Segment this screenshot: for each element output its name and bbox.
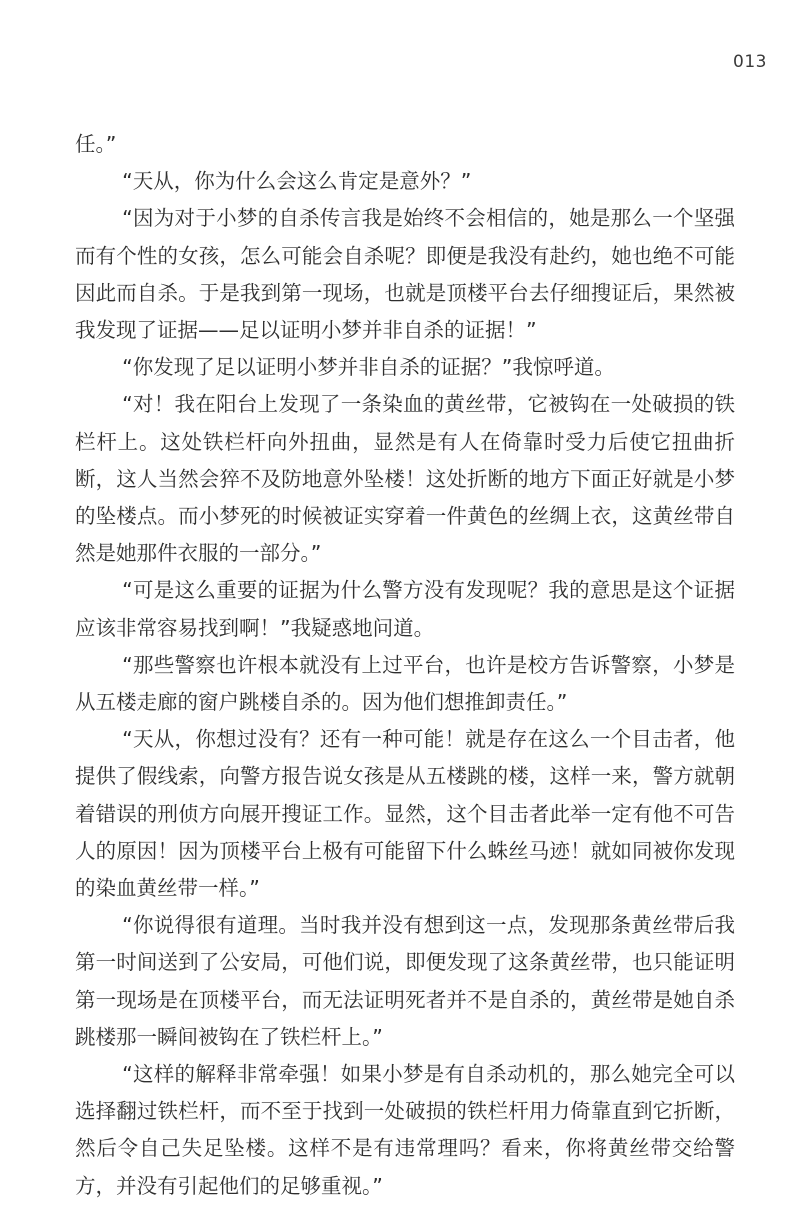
- paragraph: 任。”: [75, 132, 117, 156]
- paragraph: “这样的解释非常牵强！如果小梦是有自杀动机的，那么她完全可以选择翻过铁栏杆，而不至于找到一处破损的铁栏杆用力倚靠直到它折断，然后令自己失足坠楼。这样不是有违常理吗？看来，你将黄丝带交给警方，并没有引起他们的足够重视。”: [75, 1062, 735, 1198]
- paragraph: “你说得很有道理。当时我并没有想到这一点，发现那条黄丝带后我第一时间送到了公安局，可他们说，即便发现了这条黄丝带，也只能证明第一现场是在顶楼平台，而无法证明死者并不是自杀的，黄丝带是她自杀跳楼那一瞬间被钩在了铁栏杆上。”: [75, 913, 735, 1049]
- paragraph: “因为对于小梦的自杀传言我是始终不会相信的，她是那么一个坚强而有个性的女孩，怎么可能会自杀呢？即便是我没有赴约，她也绝不可能因此而自杀。于是我到第一现场，也就是顶楼平台去仔细搜证后，果然被我发现了证据——足以证明小梦并非自杀的证据！”: [75, 206, 735, 343]
- paragraph: “那些警察也许根本就没有上过平台，也许是校方告诉警察，小梦是从五楼走廊的窗户跳楼自杀的。因为他们想推卸责任。”: [75, 652, 735, 715]
- paragraph: “可是这么重要的证据为什么警方没有发现呢？我的意思是这个证据应该非常容易找到啊！”我疑惑地问道。: [75, 578, 735, 640]
- body-text: [75, 126, 735, 1205]
- paragraph: “对！我在阳台上发现了一条染血的黄丝带，它被钩在一处破损的铁栏杆上。这处铁栏杆向外扭曲，显然是有人在倚靠时受力后使它扭曲折断，这人当然会猝不及防地意外坠楼！这处折断的地方下面正好就是小梦的坠楼点。而小梦死的时候被证实穿着一件黄色的丝绸上衣，这黄丝带自然是她那件衣服的一部分。”: [75, 392, 735, 566]
- paragraph: “你发现了足以证明小梦并非自杀的证据？”我惊呼道。: [122, 355, 615, 380]
- paragraph: “天从，你为什么会这么肯定是意外？”: [122, 169, 472, 194]
- paragraph: “天从，你想过没有？还有一种可能！就是存在这么一个目击者，他提供了假线索，向警方报告说女孩是从五楼跳的楼，这样一来，警方就朝着错误的刑侦方向展开搜证工作。显然，这个目击者此举一定有他不可告人的原因！因为顶楼平台上极有可能留下什么蛛丝马迹！就如同被你发现的染血黄丝带一样。”: [75, 727, 735, 901]
- page-number: 013: [733, 52, 767, 72]
